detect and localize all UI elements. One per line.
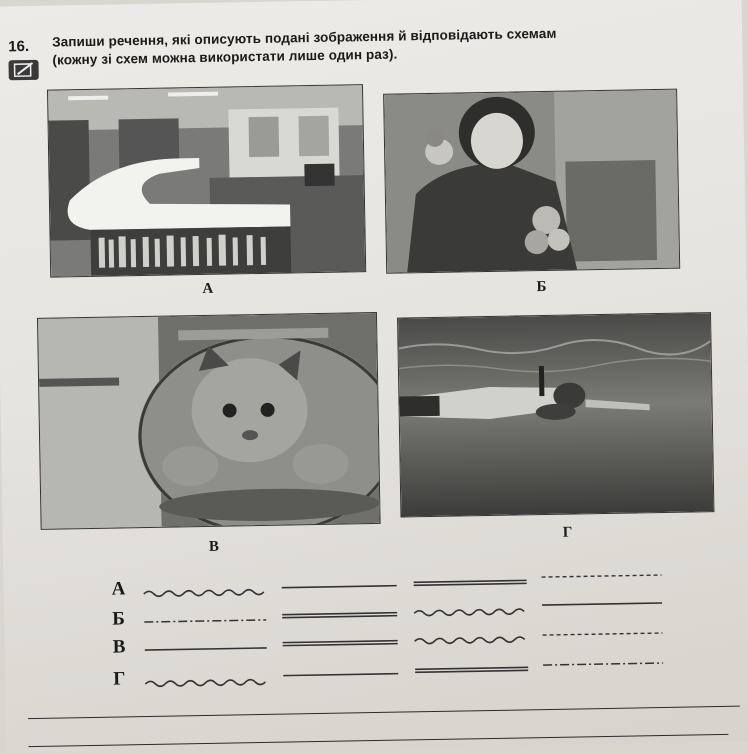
instruction-line-2: (кожну зі схем можна використати лише один раз). xyxy=(52,46,398,68)
library-photo xyxy=(47,84,366,277)
kitten-in-fishbowl-photo xyxy=(37,312,381,530)
task-number: 16. xyxy=(8,37,30,56)
instruction-line-1: Запиши речення, які описують подані зображення й відповідають схемам xyxy=(52,25,557,50)
scheme-lines-g xyxy=(143,659,683,694)
scheme-letter-v: В xyxy=(112,636,126,658)
pencil-write-icon xyxy=(8,60,38,81)
task-instruction xyxy=(52,22,713,70)
scheme-letter-a: А xyxy=(111,578,126,600)
scheme-letter-g: Г xyxy=(113,668,126,690)
old-woman-with-apples-photo xyxy=(383,89,680,274)
answer-line-1 xyxy=(28,706,740,719)
answer-line-2 xyxy=(28,734,728,747)
scheme-letter-b: Б xyxy=(112,608,125,630)
image-label-a: А xyxy=(202,280,214,297)
image-label-g: Г xyxy=(562,524,573,541)
scheme-lines-a xyxy=(142,569,682,604)
image-label-b: Б xyxy=(536,278,547,296)
scheme-row-g xyxy=(113,659,683,695)
image-label-v: В xyxy=(208,538,220,555)
underwater-diver-photo xyxy=(397,312,714,517)
